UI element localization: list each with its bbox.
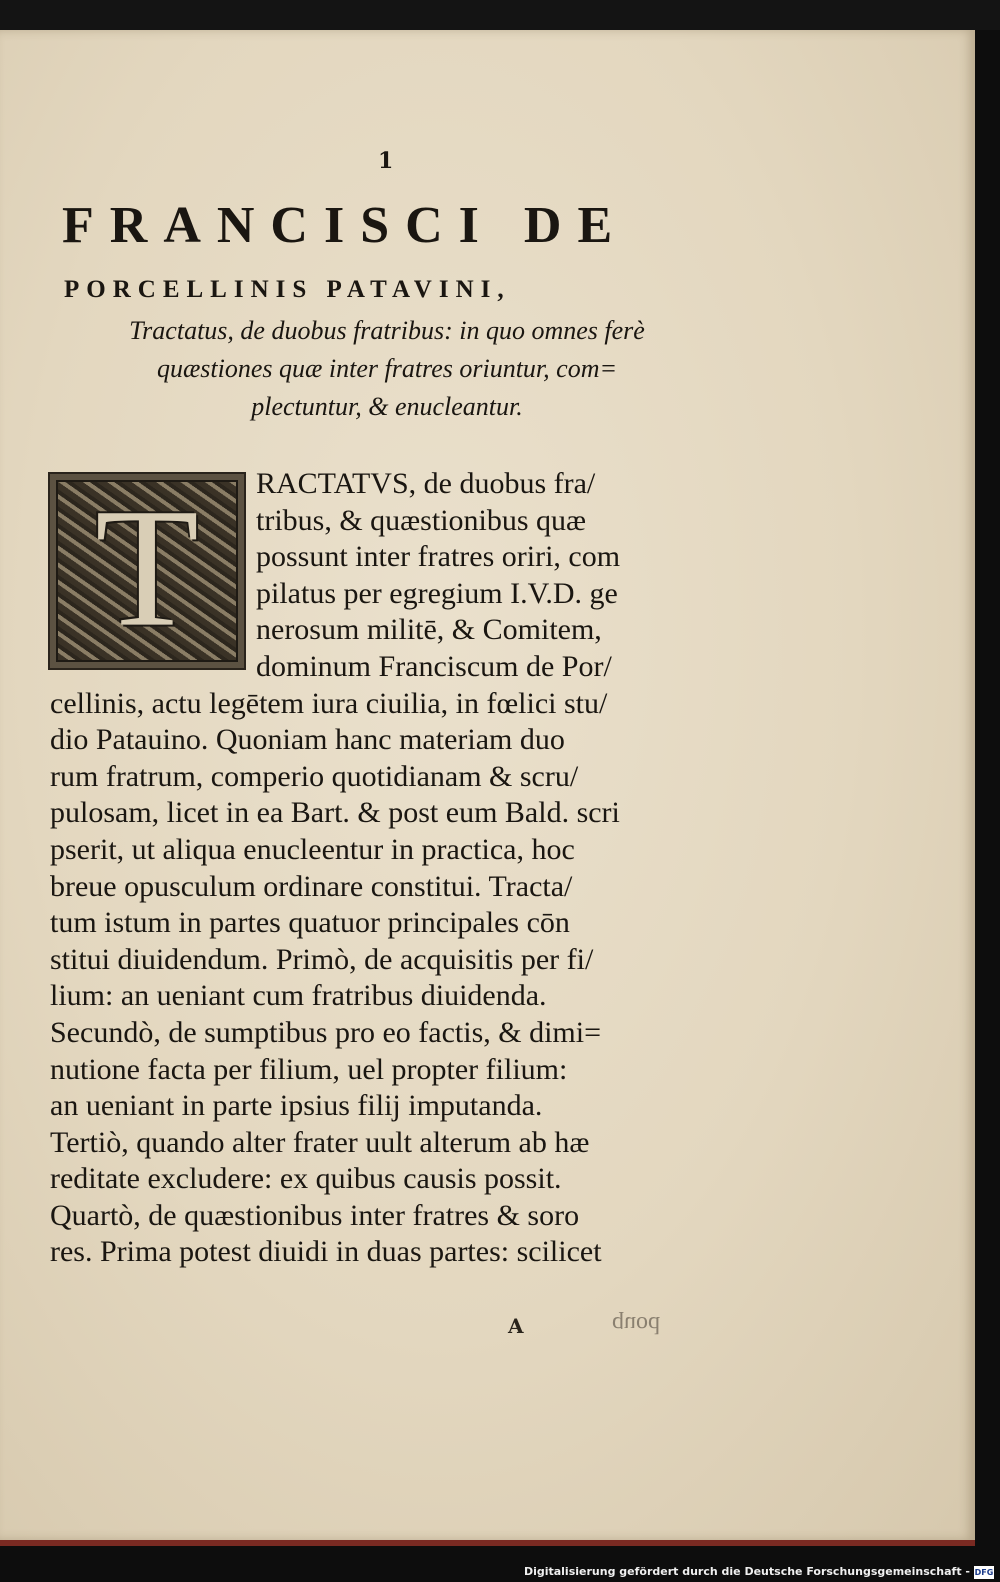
subtitle-line: quæstiones quæ inter fratres oriuntur, com= (156, 354, 618, 383)
page-title: FRANCISCI DE (62, 197, 629, 254)
body-line: dominum Franciscum de Por/ (256, 649, 612, 683)
body-line: cellinis, actu legētem iura ciuilia, in fœlici stu/ (50, 686, 608, 720)
subtitle-line: plectuntur, & enucleantur. (251, 392, 523, 421)
body-line: an ueniant in parte ipsius filij imputanda. (50, 1089, 543, 1123)
author-line: PORCELLINIS PATAVINI, (64, 276, 511, 303)
scan-top-band (0, 0, 1000, 30)
body-line: pulosam, licet in ea Bart. & post eum Bald. scri (50, 796, 620, 830)
subtitle-line: Tractatus, de duobus fratribus: in quo omnes ferè (129, 316, 645, 345)
dfg-logo-icon: DFG (974, 1568, 994, 1577)
body-line: stitui diuidendum. Primò, de acquisitis per fi/ (50, 942, 594, 976)
footer-credit: Digitalisierung gefördert durch die Deutsche Forschungsgemeinschaft - (523, 1565, 970, 1578)
catchword: quod (612, 1311, 660, 1337)
body-line: Quartò, de quæstionibus inter fratres & soro (50, 1198, 580, 1232)
book-page (0, 30, 975, 1546)
body-line: res. Prima potest diuidi in duas partes: scilicet (50, 1235, 602, 1269)
initial-letter: T (95, 473, 199, 662)
body-text (50, 466, 710, 1271)
body-line: pilatus per egregium I.V.D. ge (256, 576, 618, 610)
body-line: breue opusculum ordinare constitui. Tracta/ (50, 869, 573, 903)
body-line: nerosum militē, & Comitem, (256, 613, 602, 647)
body-line: tribus, & quæstionibus quæ (256, 503, 587, 537)
page-number: 1 (378, 148, 394, 174)
body-line: rum fratrum, comperio quotidianam & scru/ (50, 759, 579, 793)
subtitle (62, 312, 712, 426)
body-line: nutione facta per filium, uel propter filium: (50, 1052, 568, 1086)
body-line: Tertiò, quando alter frater uult alterum ab hæ (50, 1125, 590, 1159)
body-line: dio Patauino. Quoniam hanc materiam duo (50, 723, 565, 757)
body-line: Secundò, de sumptibus pro eo factis, & dimi= (50, 1015, 602, 1049)
body-line: tum istum in partes quatuor principales cōn (50, 906, 570, 940)
body-line: reditate excludere: ex quibus causis possit. (50, 1162, 562, 1196)
body-line: RACTATVS, de duobus fra/ (256, 467, 596, 500)
body-line: lium: an ueniant cum fratribus diuidenda. (50, 979, 547, 1013)
body-line: possunt inter fratres oriri, com (256, 540, 621, 574)
body-line: pserit, ut aliqua enucleentur in practica, hoc (50, 832, 575, 866)
signature-mark: A (508, 1314, 524, 1338)
